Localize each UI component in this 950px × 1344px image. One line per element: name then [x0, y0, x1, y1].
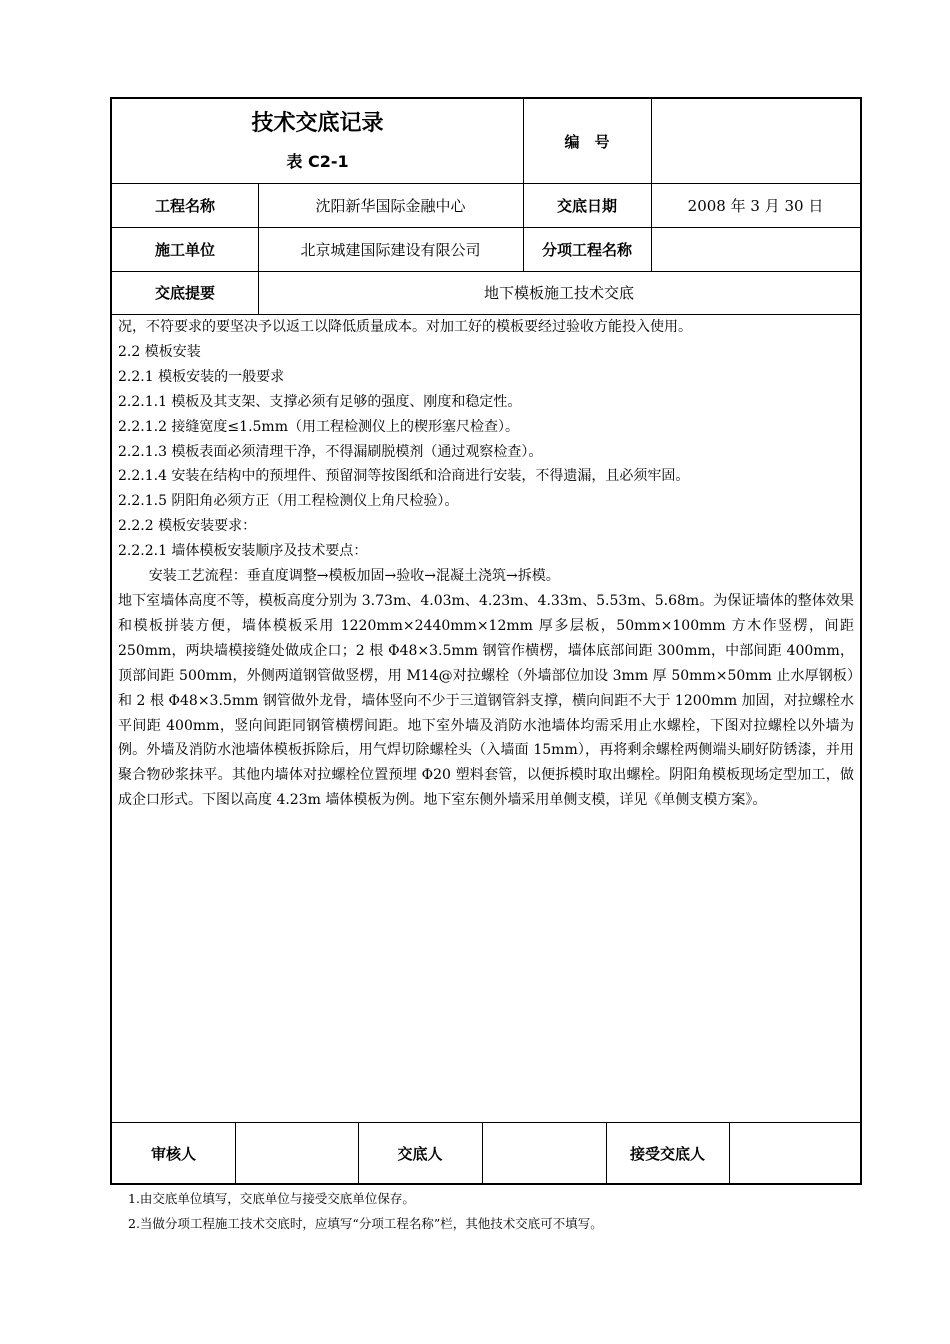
reviewer-value[interactable]: [235, 1122, 358, 1185]
discloser-label: 交底人: [397, 1145, 443, 1163]
page-title: 技术交底记录: [251, 111, 384, 136]
content-line: 2.2 模板安装: [118, 343, 201, 360]
summary-label: 交底提要: [154, 284, 215, 302]
content-line: 2.2.1.2 接缝宽度≤1.5mm（用工程检测仪上的楔形塞尺检查）。: [118, 418, 519, 435]
number-value[interactable]: [651, 99, 860, 183]
content-line: 2.2.2 模板安装要求：: [118, 518, 257, 535]
content-line: 2.2.2.1 墙体模板安装顺序及技术要点：: [118, 543, 368, 560]
contractor-value[interactable]: 北京城建国际建设有限公司: [300, 240, 481, 259]
form-code: 表 C2-1: [286, 152, 349, 171]
content-line: 2.2.1.5 阴阳角必须方正（用工程检测仪上角尺检验）。: [118, 493, 459, 510]
disclosure-content: [118, 315, 854, 1121]
project-name-value[interactable]: 沈阳新华国际金融中心: [315, 196, 466, 215]
date-value[interactable]: 2008 年 3 月 30 日: [687, 196, 824, 215]
process-flow: 安装工艺流程：垂直度调整→模板加固→验收→混凝土浇筑→拆模。: [148, 568, 560, 585]
summary-value[interactable]: 地下模板施工技术交底: [483, 284, 634, 302]
content-paragraph: 地下室墙体高度不等，模板高度分别为 3.73m、4.03m、4.23m、4.33m、5.53m、5.68m。为保证墙体的整体效果和模板拼装方便，墙体模板采用 1220mm×2440mm×12mm 厚多层板，50mm×100mm 方木作竖楞，间距 250mm，两块墙模接缝处做成企口；2 根 Φ48×3.5mm 钢管作横楞，墙体底部间距 300mm，中部间距 400mm，顶部间距 500mm，外侧两道钢管做竖楞，用 M14@对拉螺栓（外墙部位加设 3mm 厚 50mm×50mm 止水厚钢板）和 2 根 Φ48×3.5mm 钢管做外龙骨，墙体竖向不少于三道钢管斜支撑，横向间距不大于 1200mm 加固，对拉螺栓水平间距 400mm，竖向间距同钢管横楞间距。地下室外墙及消防水池墙体均需采用止水螺栓，下图对拉螺栓以外墙为例。外墙及消防水池墙体模板拆除后，用气焊切除螺栓头（入墙面 15mm），再将剩余螺栓两侧端头刷好防锈漆，并用聚合物砂浆抹平。其他内墙体对拉螺栓位置预埋 Φ20 塑料套管，以便拆模时取出螺栓。阴阳角模板现场定型加工，做成企口形式。下图以高度 4.23m 墙体模板为例。地下室东侧外墙采用单侧支模，详见《单侧支模方案》。: [118, 592, 854, 809]
header-title-cell: [112, 99, 523, 183]
subproject-value[interactable]: [651, 227, 860, 271]
disclosure-record-table: [110, 97, 862, 1185]
content-line: 况，不符要求的要坚决予以返工以降低质量成本。对加工好的模板要经过验收方能投入使用。: [118, 319, 692, 335]
subproject-label: 分项工程名称: [541, 240, 632, 259]
reviewer-label: 审核人: [150, 1145, 196, 1163]
project-name-label: 工程名称: [154, 196, 215, 215]
footnote: 2.当做分项工程施工技术交底时，应填写“分项工程名称”栏，其他技术交底可不填写。: [128, 1216, 603, 1231]
contractor-label: 施工单位: [154, 240, 215, 259]
receiver-label: 接受交底人: [629, 1145, 705, 1163]
content-line: 2.2.1.1 模板及其支架、支撑必须有足够的强度、刚度和稳定性。: [118, 393, 522, 410]
content-line: 2.2.1 模板安装的一般要求: [118, 368, 285, 385]
number-label: 编 号: [564, 132, 610, 151]
date-label: 交底日期: [556, 196, 617, 215]
content-line: 2.2.1.3 模板表面必须清理干净，不得漏刷脱模剂（通过观察检查）。: [118, 443, 543, 460]
footnote: 1.由交底单位填写，交底单位与接受交底单位保存。: [128, 1191, 415, 1206]
receiver-value[interactable]: [729, 1122, 860, 1185]
footnotes: [128, 1186, 603, 1236]
content-line: 2.2.1.4 安装在结构中的预埋件、预留洞等按图纸和洽商进行安装，不得遗漏，且必须牢固。: [118, 468, 690, 485]
discloser-value[interactable]: [482, 1122, 606, 1185]
